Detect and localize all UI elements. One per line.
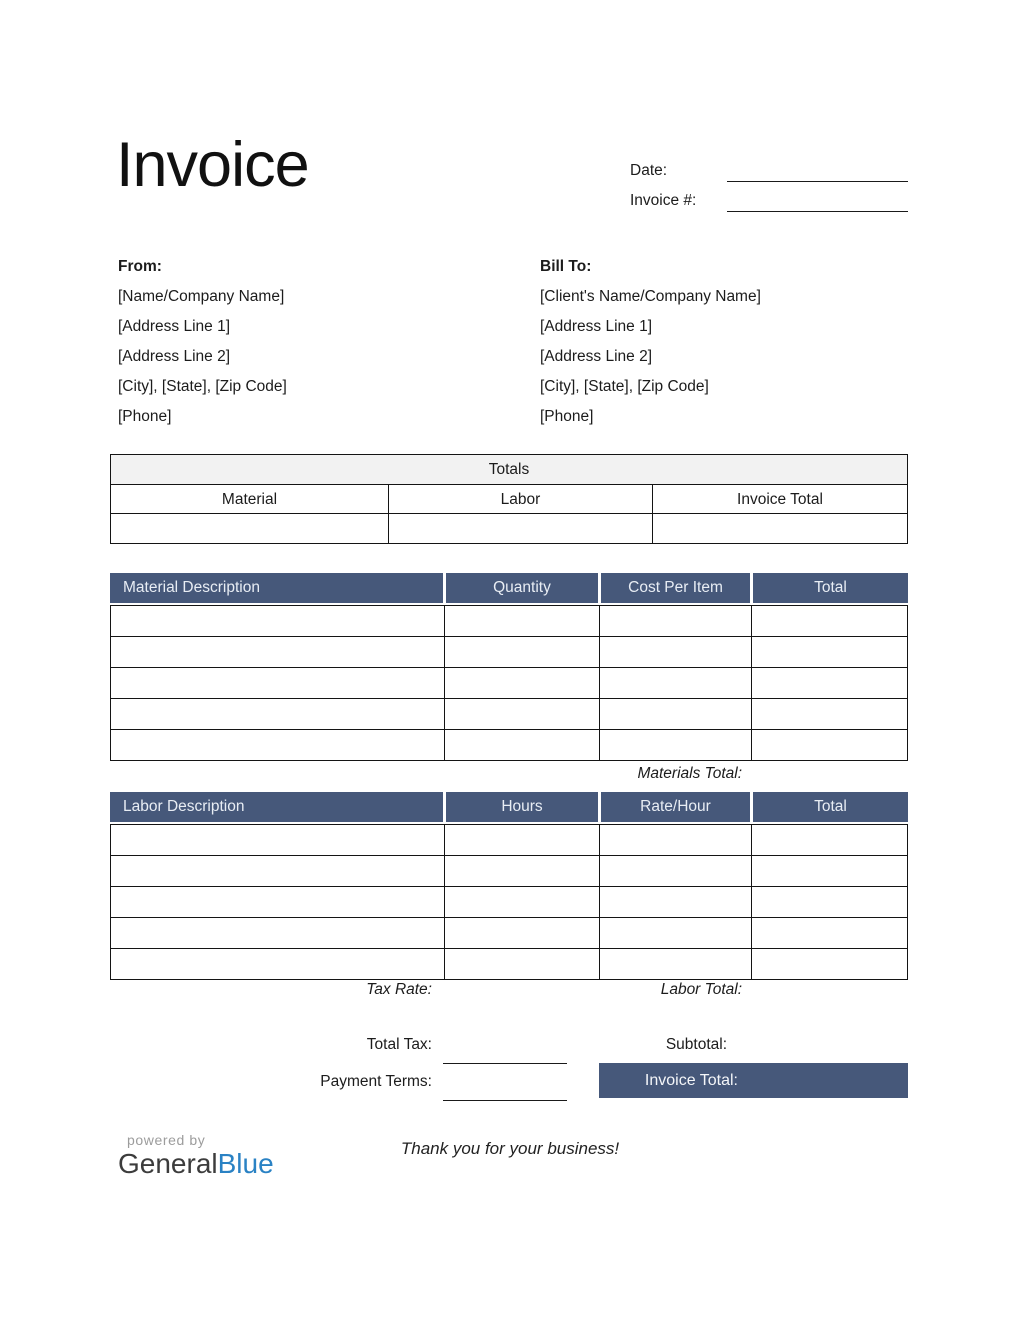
invoice-total-bar [599,1063,908,1098]
empty-cell[interactable] [751,606,907,636]
table-empty-row [111,949,907,979]
empty-cell[interactable] [599,825,751,855]
empty-cell[interactable] [751,637,907,667]
bill-to-line: [Address Line 1] [540,318,653,335]
empty-cell[interactable] [751,668,907,698]
from-section [118,252,287,432]
empty-cell[interactable] [599,730,751,760]
empty-cell[interactable] [599,949,751,979]
materials-header-total: Total [750,573,908,603]
empty-cell[interactable] [444,949,599,979]
totals-column-header-row [111,485,907,514]
empty-cell[interactable] [111,856,444,886]
empty-cell[interactable] [444,918,599,948]
empty-cell[interactable] [751,887,907,917]
table-empty-row [111,918,907,949]
from-line: [Address Line 1] [118,318,231,335]
totals-column-material: Material [111,485,388,514]
totals-invoice-total-value-cell[interactable] [652,514,907,543]
empty-cell[interactable] [111,730,444,760]
page-title: Invoice [116,130,309,200]
date-input-line[interactable] [727,159,908,182]
labor-total-label: Labor Total: [660,981,742,998]
materials-header-quantity: Quantity [443,573,598,603]
total-tax-label: Total Tax: [366,1036,432,1053]
from-line: [Address Line 2] [118,348,231,365]
totals-column-invoice-total: Invoice Total [652,485,907,514]
empty-cell[interactable] [444,699,599,729]
empty-cell[interactable] [111,699,444,729]
labor-table [110,792,908,980]
empty-cell[interactable] [751,825,907,855]
empty-cell[interactable] [751,699,907,729]
labor-header-description: Labor Description [110,792,443,822]
materials-table [110,573,908,761]
invoice-number-input-line[interactable] [727,189,908,212]
from-heading: From: [118,258,162,275]
brand-logo [118,1148,274,1180]
bill-to-line: [Address Line 2] [540,348,653,365]
materials-table-body [110,605,908,761]
empty-cell[interactable] [599,887,751,917]
subtotal-label: Subtotal: [665,1036,727,1053]
empty-cell[interactable] [751,856,907,886]
totals-column-labor: Labor [388,485,652,514]
empty-cell[interactable] [444,887,599,917]
totals-value-row [111,514,907,543]
empty-cell[interactable] [444,668,599,698]
totals-labor-value-cell[interactable] [388,514,652,543]
empty-cell[interactable] [599,637,751,667]
empty-cell[interactable] [444,637,599,667]
thank-you-text: Thank you for your business! [400,1139,620,1158]
invoice-number-label: Invoice #: [630,192,697,209]
totals-table [110,454,908,544]
invoice-total-label: Invoice Total: [644,1072,738,1089]
payment-terms-label: Payment Terms: [320,1073,432,1090]
date-row [630,158,908,182]
empty-cell[interactable] [444,825,599,855]
table-empty-row [111,730,907,760]
empty-cell[interactable] [599,699,751,729]
empty-cell[interactable] [444,730,599,760]
labor-table-header [110,792,908,822]
empty-cell[interactable] [599,668,751,698]
table-empty-row [111,668,907,699]
labor-table-body [110,824,908,980]
table-empty-row [111,606,907,637]
brand-general-text: General [118,1148,218,1179]
empty-cell[interactable] [111,825,444,855]
invoice-number-row [630,188,908,212]
empty-cell[interactable] [111,668,444,698]
empty-cell[interactable] [599,856,751,886]
total-tax-input-line[interactable] [443,1041,567,1064]
from-line: [Phone] [118,408,172,425]
powered-by-text: powered by [127,1132,206,1148]
empty-cell[interactable] [444,856,599,886]
table-empty-row [111,856,907,887]
empty-cell[interactable] [111,887,444,917]
empty-cell[interactable] [751,918,907,948]
bill-to-heading: Bill To: [540,258,592,275]
empty-cell[interactable] [599,606,751,636]
from-line: [City], [State], [Zip Code] [118,378,287,395]
empty-cell[interactable] [111,606,444,636]
labor-header-hours: Hours [443,792,598,822]
bill-to-section [540,252,761,432]
empty-cell[interactable] [751,730,907,760]
bill-to-line: [Client's Name/Company Name] [540,288,761,305]
empty-cell[interactable] [111,949,444,979]
materials-table-header [110,573,908,603]
labor-header-total: Total [750,792,908,822]
bill-to-line: [City], [State], [Zip Code] [540,378,709,395]
empty-cell[interactable] [599,918,751,948]
labor-header-rate-hour: Rate/Hour [598,792,750,822]
materials-header-description: Material Description [110,573,443,603]
brand-blue-text: Blue [217,1148,274,1179]
totals-table-title: Totals [111,455,907,485]
table-empty-row [111,887,907,918]
materials-header-cost-per-item: Cost Per Item [598,573,750,603]
bill-to-line: [Phone] [540,408,594,425]
empty-cell[interactable] [751,949,907,979]
empty-cell[interactable] [111,637,444,667]
totals-material-value-cell[interactable] [111,514,388,543]
table-empty-row [111,699,907,730]
tax-rate-label: Tax Rate: [366,981,432,998]
from-line: [Name/Company Name] [118,288,285,305]
empty-cell[interactable] [111,918,444,948]
table-empty-row [111,825,907,856]
date-label: Date: [630,162,668,179]
materials-total-label: Materials Total: [637,765,742,782]
payment-terms-input-line[interactable] [443,1078,567,1101]
table-empty-row [111,637,907,668]
empty-cell[interactable] [444,606,599,636]
